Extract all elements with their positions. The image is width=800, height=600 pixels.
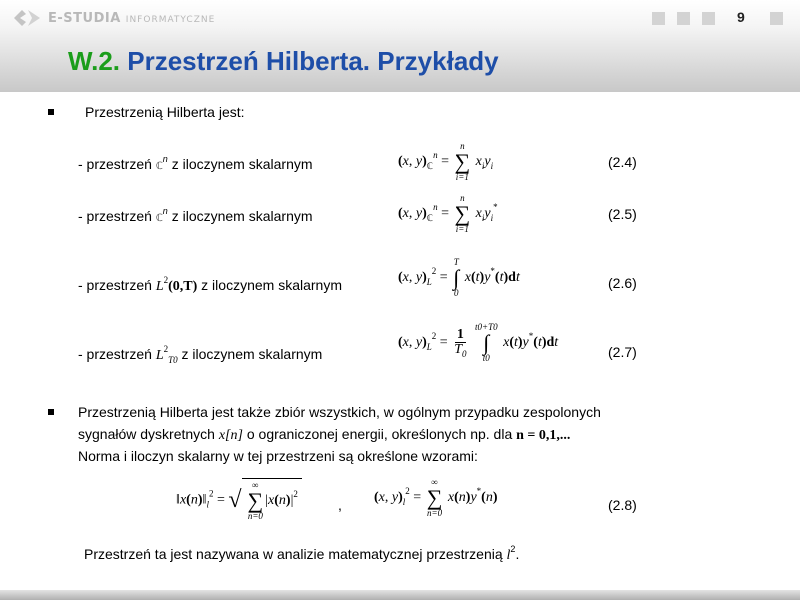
paragraph-line-1: Przestrzenią Hilberta jest także zbiór wszystkich, w ogólnym przypadku zespolonych [78, 404, 601, 420]
logo [12, 6, 215, 30]
intro-text: Przestrzenią Hilberta jest: [85, 104, 245, 120]
nav-last-button[interactable] [770, 12, 783, 25]
footer-bar [0, 590, 800, 600]
nav-first-button[interactable] [652, 12, 665, 25]
bullet-icon [48, 109, 54, 115]
item-2-6-text: - przestrzeń $L^2(0,T)$ z iloczynem skalarnym [78, 275, 342, 294]
equation-separator: , [338, 497, 342, 513]
equation-2-6: (x, $y)_L^2$ = T ∫ 0 x(t)y*(t)dt [398, 257, 520, 298]
item-2-4-text: - przestrzeń ℂ$^n$ z iloczynem skalarnym [78, 154, 313, 172]
bullet-icon [48, 409, 54, 415]
equation-2-7: (x, $y)_L^2$ = $\frac{1}{T_0}$ t0+T0 ∫ t0 x(t)y*(t)dt [398, 322, 559, 363]
equation-label-2-7: (2.7) [608, 344, 637, 360]
equation-2-8-inner-product: (x, $y)_l^2$ = ∞ ∑ n=0 x(n)y*(n) [374, 477, 498, 518]
closing-text: Przestrzeń ta jest nazywana w analizie matematycznej przestrzenią $l^2$. [84, 544, 520, 563]
equation-label-2-8: (2.8) [608, 497, 637, 513]
paragraph-line-3: Norma i iloczyn skalarny w tej przestrzeni są określone wzorami: [78, 448, 478, 464]
nav-prev-button[interactable] [677, 12, 690, 25]
equation-2-8-norm: $‖x(n)‖_l^2$ = √ ∞ ∑ n=0 $|x(n)|^2$ [176, 478, 302, 523]
logo-icon [12, 7, 42, 29]
equation-2-4: (x, $y)_ℂ^n$ = n ∑ i=1 $x_iy_i$ [398, 141, 494, 182]
equation-label-2-5: (2.5) [608, 206, 637, 222]
header-band [0, 0, 800, 92]
page-number: 9 [737, 9, 745, 25]
item-2-5-text: - przestrzeń ℂ$^n$ z iloczynem skalarnym [78, 206, 313, 224]
paragraph-line-2: sygnałów dyskretnych x[n] o ograniczonej energii, określonych np. dla n = 0,1,... [78, 426, 571, 443]
item-2-7-text: - przestrzeń $L^2_{T0}$ z iloczynem skalarnym [78, 344, 323, 365]
equation-label-2-4: (2.4) [608, 154, 637, 170]
equation-label-2-6: (2.6) [608, 275, 637, 291]
page-title: W.2. Przestrzeń Hilberta. Przykłady [68, 46, 499, 76]
equation-2-5: (x, $y)_ℂ^n$ = n ∑ i=1 $x_iy_i^*$ [398, 193, 498, 234]
logo-text: E-STUDIA INFORMATYCZNE [48, 10, 216, 26]
nav-next-button[interactable] [702, 12, 715, 25]
